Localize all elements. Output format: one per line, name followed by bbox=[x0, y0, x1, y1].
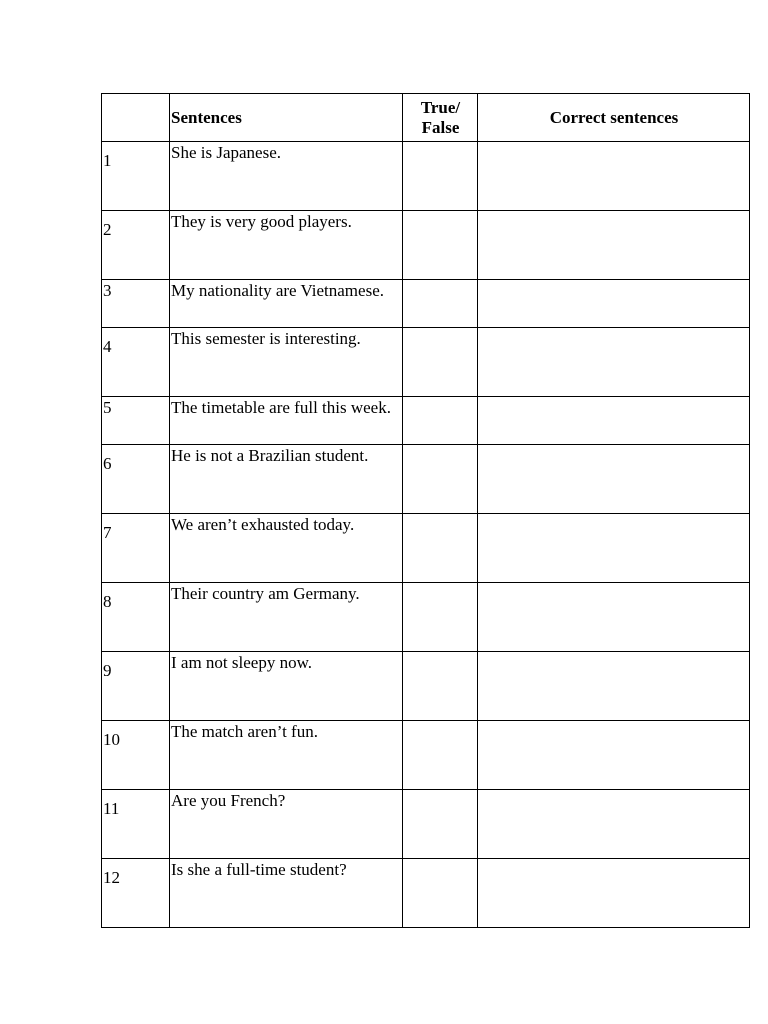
table-row bbox=[102, 859, 750, 928]
correct-sentence-cell[interactable] bbox=[478, 211, 750, 280]
sentence-cell: Is she a full-time student? bbox=[170, 859, 403, 928]
correct-sentence-cell[interactable] bbox=[478, 445, 750, 514]
table-row bbox=[102, 514, 750, 583]
sentence-cell: This semester is interesting. bbox=[170, 328, 403, 397]
correct-sentence-cell[interactable] bbox=[478, 583, 750, 652]
correct-sentence-cell[interactable] bbox=[478, 652, 750, 721]
row-number-text: 6 bbox=[103, 454, 112, 473]
correct-sentence-cell[interactable] bbox=[478, 142, 750, 211]
row-number bbox=[102, 790, 170, 859]
row-number-text: 5 bbox=[103, 398, 112, 417]
exercise-table bbox=[101, 93, 750, 928]
true-false-cell[interactable] bbox=[403, 445, 478, 514]
correct-sentence-cell[interactable] bbox=[478, 859, 750, 928]
sentence-cell: The timetable are full this week. bbox=[170, 397, 403, 445]
table-row bbox=[102, 328, 750, 397]
header-number bbox=[102, 94, 170, 142]
true-false-cell[interactable] bbox=[403, 721, 478, 790]
sentence-cell: We aren’t exhausted today. bbox=[170, 514, 403, 583]
row-number bbox=[102, 583, 170, 652]
row-number bbox=[102, 211, 170, 280]
table-row bbox=[102, 142, 750, 211]
correct-sentence-cell[interactable] bbox=[478, 514, 750, 583]
header-row bbox=[102, 94, 750, 142]
sentence-cell: I am not sleepy now. bbox=[170, 652, 403, 721]
true-false-cell[interactable] bbox=[403, 397, 478, 445]
sentence-cell: The match aren’t fun. bbox=[170, 721, 403, 790]
table-row bbox=[102, 280, 750, 328]
row-number bbox=[102, 397, 170, 445]
sentence-cell: They is very good players. bbox=[170, 211, 403, 280]
correct-sentence-cell[interactable] bbox=[478, 721, 750, 790]
header-correct-sentences: Correct sentences bbox=[478, 94, 750, 142]
row-number-text: 7 bbox=[103, 523, 112, 542]
row-number bbox=[102, 652, 170, 721]
table-row bbox=[102, 652, 750, 721]
row-number-text: 12 bbox=[103, 868, 120, 887]
row-number bbox=[102, 328, 170, 397]
row-number-text: 2 bbox=[103, 220, 112, 239]
true-false-cell[interactable] bbox=[403, 790, 478, 859]
table-row bbox=[102, 583, 750, 652]
table-row bbox=[102, 211, 750, 280]
sentence-cell: Are you French? bbox=[170, 790, 403, 859]
row-number-text: 10 bbox=[103, 730, 120, 749]
sentence-cell: Their country am Germany. bbox=[170, 583, 403, 652]
header-true-false-line1: True/ bbox=[420, 97, 461, 117]
sentence-cell: She is Japanese. bbox=[170, 142, 403, 211]
row-number bbox=[102, 859, 170, 928]
correct-sentence-cell[interactable] bbox=[478, 280, 750, 328]
correct-sentence-cell[interactable] bbox=[478, 790, 750, 859]
table-row bbox=[102, 445, 750, 514]
row-number bbox=[102, 280, 170, 328]
row-number-text: 4 bbox=[103, 337, 112, 356]
row-number bbox=[102, 721, 170, 790]
row-number bbox=[102, 514, 170, 583]
row-number-text: 3 bbox=[103, 281, 112, 300]
header-true-false bbox=[403, 94, 478, 142]
sentence-cell: He is not a Brazilian student. bbox=[170, 445, 403, 514]
true-false-cell[interactable] bbox=[403, 583, 478, 652]
header-sentences: Sentences bbox=[170, 94, 403, 142]
row-number bbox=[102, 142, 170, 211]
header-true-false-line2: False bbox=[421, 117, 460, 137]
true-false-cell[interactable] bbox=[403, 514, 478, 583]
true-false-cell[interactable] bbox=[403, 280, 478, 328]
true-false-cell[interactable] bbox=[403, 859, 478, 928]
true-false-cell[interactable] bbox=[403, 328, 478, 397]
row-number-text: 1 bbox=[103, 151, 112, 170]
true-false-cell[interactable] bbox=[403, 652, 478, 721]
table-row bbox=[102, 397, 750, 445]
sentence-cell: My nationality are Vietnamese. bbox=[170, 280, 403, 328]
true-false-cell[interactable] bbox=[403, 142, 478, 211]
row-number-text: 9 bbox=[103, 661, 112, 680]
table-row bbox=[102, 790, 750, 859]
correct-sentence-cell[interactable] bbox=[478, 328, 750, 397]
row-number-text: 8 bbox=[103, 592, 112, 611]
row-number bbox=[102, 445, 170, 514]
correct-sentence-cell[interactable] bbox=[478, 397, 750, 445]
table-row bbox=[102, 721, 750, 790]
row-number-text: 11 bbox=[103, 799, 120, 818]
true-false-cell[interactable] bbox=[403, 211, 478, 280]
